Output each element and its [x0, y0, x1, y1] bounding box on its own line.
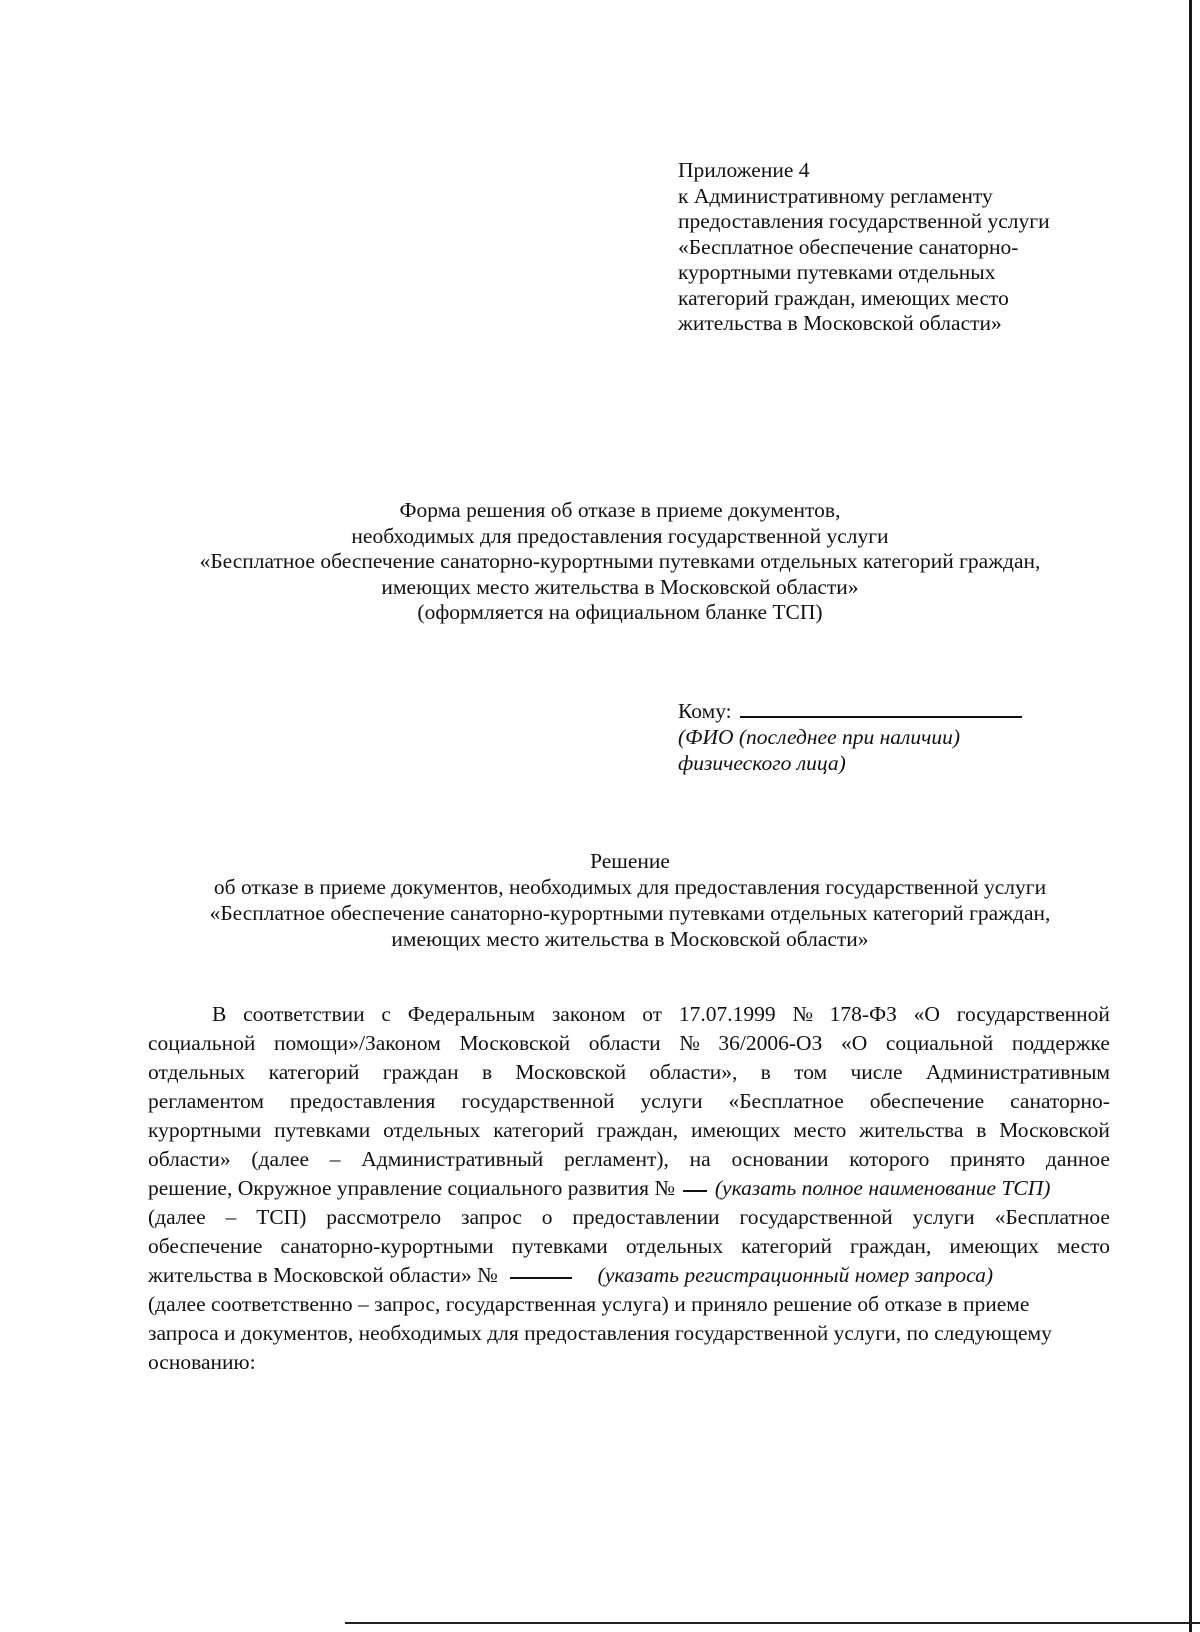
body-line	[148, 1203, 1110, 1232]
body-word: области»,	[649, 1060, 738, 1084]
body-word: том	[794, 1060, 828, 1084]
body-word: «О	[840, 1031, 868, 1055]
body-word: услуги	[640, 1089, 703, 1113]
body-line	[148, 1029, 1110, 1058]
body-line	[148, 1261, 1110, 1290]
body-word: №	[679, 1031, 700, 1055]
body-word: законом	[551, 1002, 626, 1026]
appendix-line: к Административному регламенту	[678, 183, 993, 208]
body-word: которого	[849, 1147, 930, 1171]
body-line: запроса и документов, необходимых для предоставления государственной услуги, по следующему	[148, 1321, 1052, 1345]
body-word: помощи»/Законом	[273, 1031, 441, 1055]
body-word: социальной	[148, 1031, 256, 1055]
body-word: соответствии	[243, 1002, 365, 1026]
body-word: «Бесплатное	[994, 1205, 1110, 1229]
body-word: категорий	[493, 1118, 585, 1142]
body-word: от	[642, 1002, 663, 1026]
body-word: рассмотрело	[326, 1205, 442, 1229]
appendix-header	[678, 158, 1098, 337]
recipient-label: Кому:	[678, 699, 732, 723]
body-word: 17.07.1999	[678, 1002, 776, 1026]
body-line	[148, 1000, 1110, 1029]
form-title-line: имеющих место жительства в Московской области»	[381, 574, 859, 599]
body-word: путевками	[274, 1118, 371, 1142]
body-word: место	[1056, 1234, 1110, 1258]
body-text-span: решение, Окружное управление социального развития №	[148, 1176, 675, 1200]
body-word: Административный	[361, 1147, 544, 1171]
appendix-line: Приложение 4	[678, 158, 810, 182]
body-line	[148, 1232, 1110, 1261]
body-text-span: жительства в Московской области» №	[148, 1263, 498, 1287]
body-word: имеющих	[949, 1234, 1039, 1258]
body-word: отдельных	[625, 1234, 724, 1258]
body-word: категорий	[268, 1060, 360, 1084]
appendix-line: «Бесплатное обеспечение санаторно-	[678, 234, 1019, 259]
body-word: (далее	[251, 1147, 310, 1171]
body-word: в	[760, 1060, 771, 1084]
body-line	[148, 1087, 1110, 1116]
body-word: предоставления	[289, 1089, 436, 1113]
body-word: данное	[1045, 1147, 1110, 1171]
body-word: 178-ФЗ	[829, 1002, 897, 1026]
body-word: государственной	[739, 1205, 893, 1229]
body-word: Московской	[459, 1031, 571, 1055]
body-word: имеющих	[691, 1118, 781, 1142]
body-italic-note: (указать регистрационный номер запроса)	[597, 1263, 994, 1287]
body-word: предоставлении	[572, 1205, 720, 1229]
body-word: «Бесплатное	[728, 1089, 844, 1113]
body-word: области»	[148, 1147, 231, 1171]
body-line	[148, 1145, 1110, 1174]
appendix-line: категорий граждан, имеющих место	[678, 285, 1009, 310]
body-word: принято	[950, 1147, 1026, 1171]
body-word: государственной	[461, 1089, 615, 1113]
body-word: курортными	[148, 1118, 262, 1142]
body-word: числе	[850, 1060, 903, 1084]
recipient-block	[678, 698, 1098, 776]
decision-line: имеющих место жительства в Московской области»	[391, 927, 869, 951]
body-word: (далее	[148, 1205, 206, 1229]
body-line: (далее соответственно – запрос, государственная услуга) и приняло решение об отказе в приеме	[148, 1292, 1030, 1316]
body-word: категорий	[741, 1234, 832, 1258]
form-title	[120, 498, 1120, 626]
scan-edge-right	[1189, 0, 1192, 1632]
body-line	[148, 1058, 1110, 1087]
body-word: регламент),	[564, 1147, 669, 1171]
body-word: отдельных	[383, 1118, 481, 1142]
recipient-note: (ФИО (последнее при наличии)	[678, 725, 961, 749]
body-word: в	[481, 1060, 493, 1084]
decision-heading	[120, 848, 1140, 952]
body-word: путевками	[511, 1234, 608, 1258]
decision-line: об отказе в приеме документов, необходимых для предоставления государственной услуги	[213, 875, 1047, 899]
body-word: санаторно-	[1010, 1089, 1110, 1113]
body-word: Московской	[515, 1060, 627, 1084]
body-word: с	[381, 1002, 391, 1026]
decision-body	[148, 1000, 1110, 1377]
body-word: отдельных	[148, 1060, 246, 1084]
body-word: жительства	[859, 1118, 964, 1142]
recipient-note: физического лица)	[678, 751, 846, 775]
body-word: В	[212, 1002, 227, 1026]
body-word: основании	[731, 1147, 829, 1171]
body-word: в	[976, 1118, 987, 1142]
body-word: Московской	[999, 1118, 1110, 1142]
body-word: на	[689, 1147, 711, 1171]
body-word: регламентом	[148, 1089, 265, 1113]
appendix-line: жительства в Московской области»	[678, 311, 1002, 335]
body-word: «О	[913, 1002, 940, 1026]
request-number-blank	[510, 1261, 572, 1279]
body-word: граждан,	[849, 1234, 932, 1258]
body-italic-note: (указать полное наименование ТСП)	[714, 1176, 1051, 1200]
body-word: граждан	[382, 1060, 459, 1084]
form-title-line: Форма решения об отказе в приеме документов,	[399, 498, 841, 522]
body-word: место	[793, 1118, 847, 1142]
body-word: санаторно-курортными	[280, 1234, 494, 1258]
body-word: –	[225, 1205, 237, 1229]
body-word: обеспечение	[869, 1089, 985, 1113]
body-line	[148, 1116, 1110, 1145]
body-word: социальной	[885, 1031, 994, 1055]
body-word: о	[541, 1205, 553, 1229]
body-word: Федеральным	[407, 1002, 536, 1026]
form-title-line: «Бесплатное обеспечение санаторно-курортными путевками отдельных категорий граждан,	[199, 549, 1041, 573]
appendix-line: предоставления государственной услуги	[678, 209, 1050, 233]
scan-edge-bottom	[345, 1622, 1200, 1624]
body-word: обеспечение	[148, 1234, 263, 1258]
body-word: услуги	[912, 1205, 975, 1229]
body-word: –	[329, 1147, 341, 1171]
body-word: Административным	[925, 1060, 1110, 1084]
appendix-line: курортными путевками отдельных	[678, 260, 996, 284]
body-word: граждан,	[596, 1118, 679, 1142]
decision-line: «Бесплатное обеспечение санаторно-курортными путевками отдельных категорий граждан,	[209, 901, 1051, 925]
body-line: основанию:	[148, 1350, 256, 1374]
tsp-number-blank	[683, 1174, 707, 1192]
recipient-blank-line	[740, 698, 1022, 718]
body-word: ТСП)	[256, 1205, 307, 1229]
decision-title: Решение	[590, 849, 670, 873]
body-line	[148, 1174, 1110, 1203]
body-word: 36/2006-ОЗ	[718, 1031, 823, 1055]
body-word: поддержке	[1011, 1031, 1110, 1055]
body-word: государственной	[956, 1002, 1110, 1026]
body-word: запрос	[461, 1205, 522, 1229]
form-title-line: (оформляется на официальном бланке ТСП)	[417, 600, 823, 624]
form-title-line: необходимых для предоставления государственной услуги	[351, 523, 889, 548]
body-word: №	[792, 1002, 813, 1026]
body-word: области	[588, 1031, 661, 1055]
